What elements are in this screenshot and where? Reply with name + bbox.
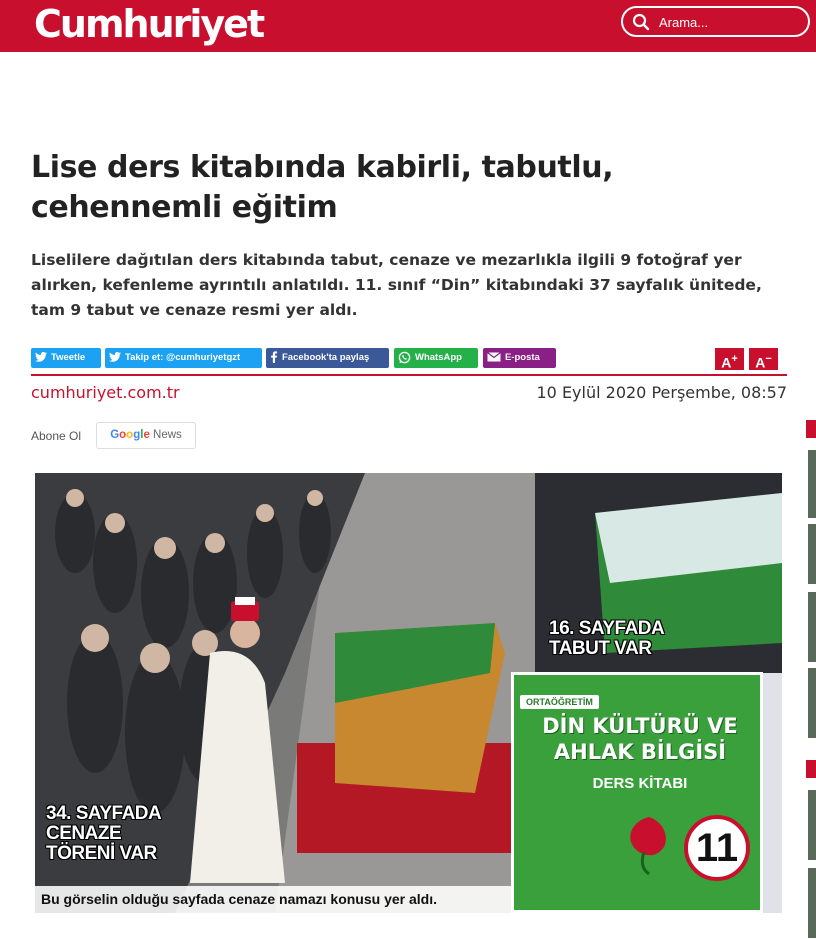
sidebar-thumbnail[interactable] (808, 790, 816, 860)
facebook-share-button[interactable] (266, 348, 389, 368)
follow-label: Takip et: @cumhuriyetgzt (125, 352, 241, 363)
google-news-button[interactable] (96, 422, 196, 449)
tweet-label: Tweetle (51, 352, 86, 363)
photo-label-16-line1: 16. SAYFADA (549, 618, 665, 639)
sidebar-thumbnail[interactable] (808, 450, 816, 518)
email-share-button[interactable] (483, 348, 556, 368)
whatsapp-icon (398, 351, 411, 364)
sidebar-thumbnail[interactable] (808, 524, 816, 584)
email-label: E-posta (505, 352, 540, 363)
photo-caption: Bu görselin olduğu sayfada cenaze namazı konusu yer aldı. (35, 886, 513, 913)
article-photo (35, 473, 782, 913)
font-increase-button[interactable] (715, 348, 744, 370)
plus-icon: + (731, 353, 738, 365)
envelope-icon (487, 352, 501, 362)
photo-label-34-line2: CENAZE (46, 823, 122, 844)
facebook-label: Facebook'ta paylaş (282, 352, 370, 363)
twitter-icon (109, 352, 121, 362)
twitter-icon (35, 352, 47, 362)
article-summary: Liselilere dağıtılan ders kitabında tabut, cenaze ve mezarlıkla ilgili 9 fotoğraf yer alırken, kefenleme ayrıntılı anlatıldı. 11. sınıf “Din” kitabındaki 37 sayfalık ünitede, tam 9 tabut ve cenaze resmi yer aldı. (31, 251, 762, 319)
site-header (0, 0, 816, 52)
textbook-title (514, 713, 766, 765)
sidebar-thumbnail[interactable] (808, 868, 816, 938)
red-divider (31, 374, 787, 376)
textbook-title-line2: AHLAK BİLGİSİ (553, 740, 727, 764)
search-box[interactable] (621, 6, 810, 37)
photo-label-page-34 (46, 804, 166, 864)
textbook-subtitle: DERS KİTABI (592, 775, 688, 792)
textbook-grade-number: 11 (684, 815, 750, 881)
font-decrease-button[interactable] (749, 348, 778, 370)
google-news-logo: Google (110, 429, 150, 441)
textbook-cover (511, 672, 763, 913)
minus-icon: − (765, 353, 772, 365)
photo-label-16-line2: TABUT VAR (549, 638, 652, 659)
whatsapp-share-button[interactable] (394, 348, 478, 368)
sidebar-edge-marker (806, 420, 816, 438)
photo-label-34-line3: TÖRENİ VAR (46, 843, 157, 864)
follow-twitter-button[interactable] (105, 348, 262, 368)
facebook-icon (270, 351, 278, 363)
photo-label-page-16 (549, 619, 679, 659)
search-input[interactable] (659, 12, 799, 32)
article-date: 10 Eylül 2020 Perşembe, 08:57 (536, 383, 787, 402)
search-icon[interactable] (632, 13, 650, 31)
article-headline: Lise ders kitabında kabirli, tabutlu, cehennemli eğitim (31, 150, 614, 225)
sidebar-thumbnail[interactable] (808, 592, 816, 662)
google-news-label: News (153, 429, 182, 441)
subscribe-label: Abone Ol (31, 429, 82, 443)
photo-label-34-line1: 34. SAYFADA (46, 803, 162, 824)
tulip-logo-icon (614, 807, 684, 877)
site-logo[interactable]: Cumhuriyet (34, 2, 264, 46)
tweet-button[interactable] (31, 348, 101, 368)
textbook-title-line1: DİN KÜLTÜRÜ VE (542, 714, 738, 738)
article-source[interactable]: cumhuriyet.com.tr (31, 383, 180, 402)
textbook-level: ORTAÖĞRETİM (520, 695, 599, 709)
sidebar-edge-marker (806, 760, 816, 778)
font-increase-label: A (721, 354, 732, 371)
whatsapp-label: WhatsApp (415, 352, 462, 363)
font-decrease-label: A (755, 354, 766, 371)
sidebar-thumbnail[interactable] (808, 668, 816, 738)
